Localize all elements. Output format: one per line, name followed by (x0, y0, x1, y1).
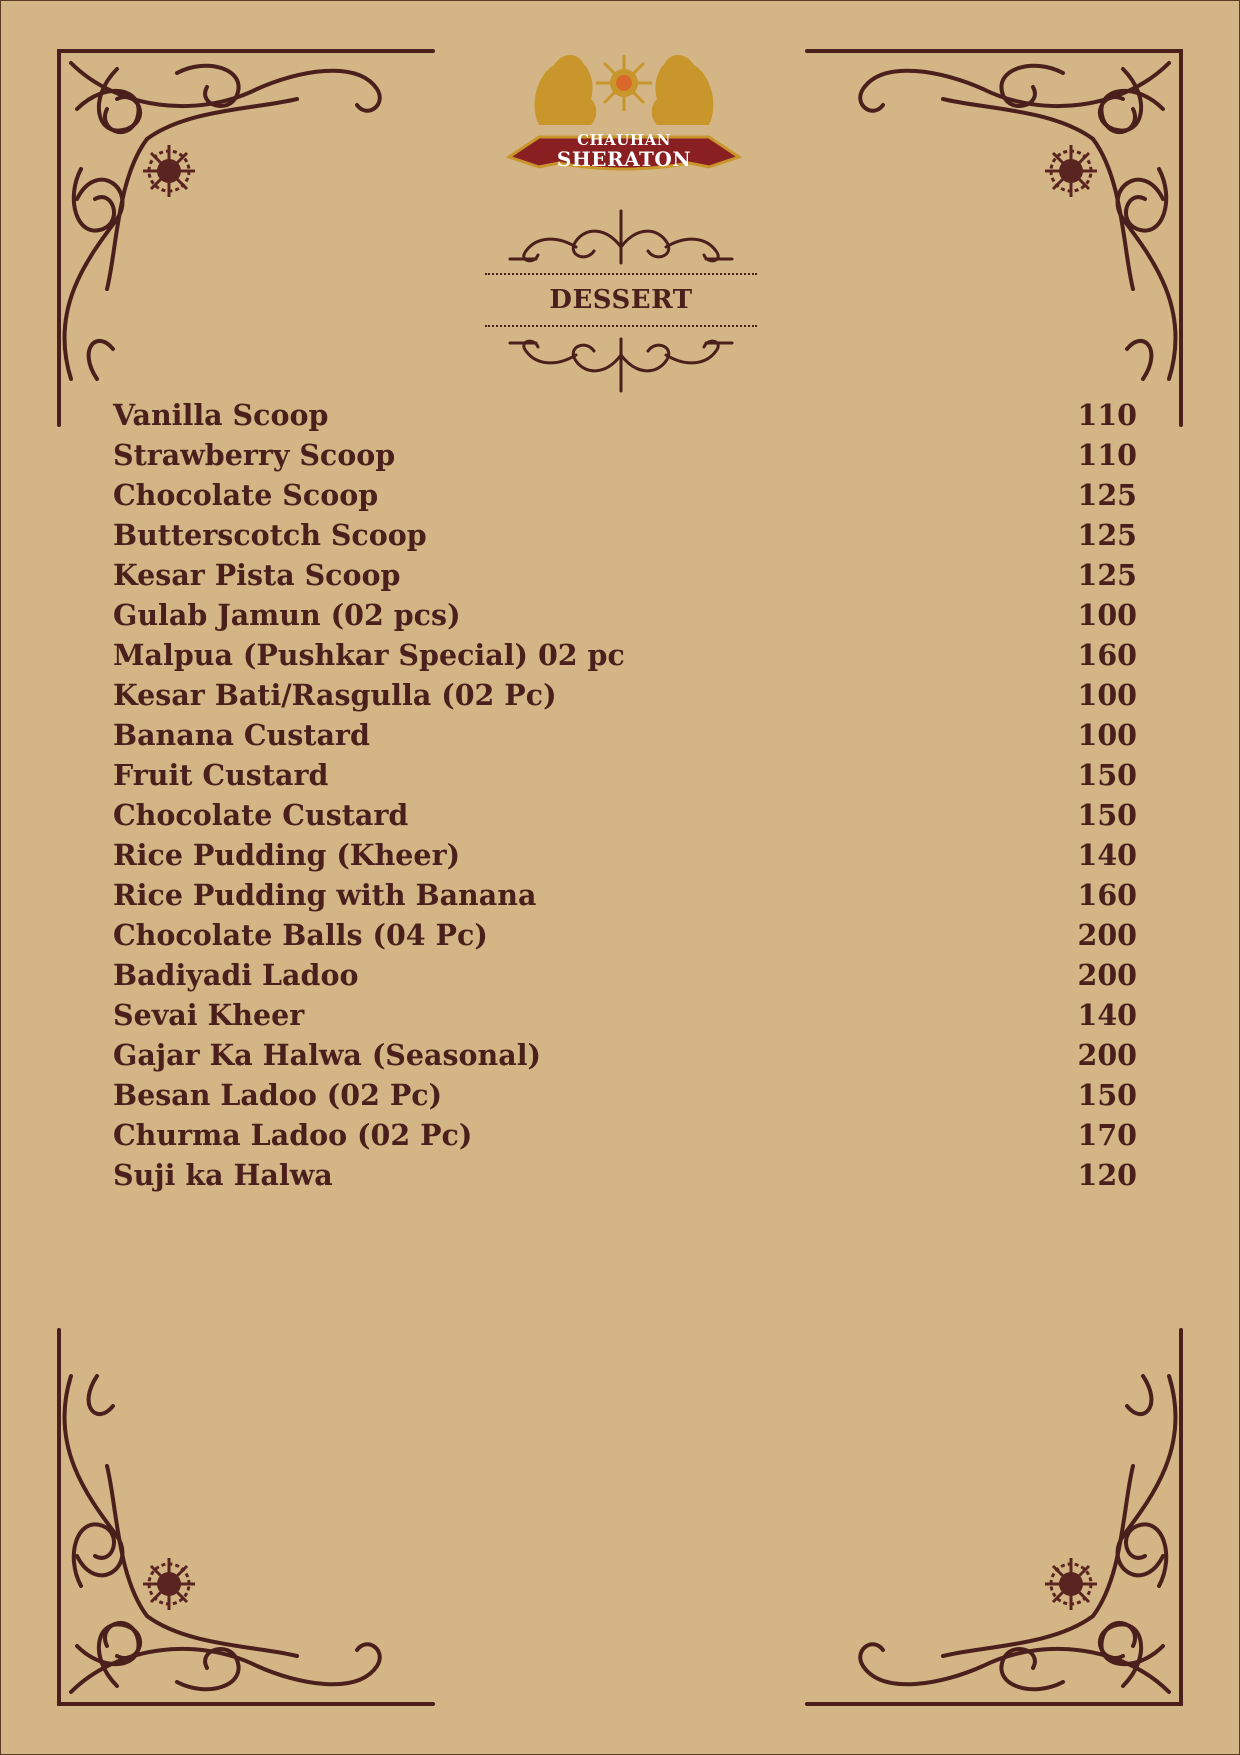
item-price: 100 (1077, 678, 1137, 712)
section-title: DESSERT (549, 285, 693, 315)
menu-item (113, 475, 1137, 515)
menu-item (113, 555, 1137, 595)
menu-item (113, 1155, 1137, 1195)
brand-name-line2: SHERATON (556, 147, 692, 171)
item-name: Gulab Jamun (02 pcs) (113, 598, 461, 632)
item-name: Strawberry Scoop (113, 438, 396, 472)
item-name: Besan Ladoo (02 Pc) (113, 1078, 443, 1112)
item-price: 200 (1077, 918, 1137, 952)
item-name: Butterscotch Scoop (113, 518, 427, 552)
item-price: 100 (1077, 598, 1137, 632)
item-name: Sevai Kheer (113, 998, 305, 1032)
corner-ornament-icon (57, 1326, 437, 1706)
item-name: Malpua (Pushkar Special) 02 pc (113, 638, 625, 672)
item-price: 200 (1077, 1038, 1137, 1072)
item-price: 110 (1077, 398, 1137, 432)
item-price: 110 (1077, 438, 1137, 472)
item-price: 160 (1077, 638, 1137, 672)
menu-item (113, 1035, 1137, 1075)
corner-ornament-icon (57, 49, 437, 429)
item-name: Vanilla Scoop (113, 398, 329, 432)
item-name: Suji ka Halwa (113, 1158, 333, 1192)
menu-item (113, 1115, 1137, 1155)
item-price: 170 (1077, 1118, 1137, 1152)
menu-item (113, 835, 1137, 875)
item-price: 120 (1077, 1158, 1137, 1192)
brand-logo (499, 45, 749, 185)
item-price: 125 (1077, 518, 1137, 552)
item-name: Rice Pudding with Banana (113, 878, 537, 912)
item-price: 125 (1077, 478, 1137, 512)
item-name: Chocolate Balls (04 Pc) (113, 918, 488, 952)
menu-item (113, 795, 1137, 835)
menu-item (113, 515, 1137, 555)
item-price: 100 (1077, 718, 1137, 752)
menu-item (113, 915, 1137, 955)
item-price: 200 (1077, 958, 1137, 992)
item-name: Badiyadi Ladoo (113, 958, 359, 992)
menu-item (113, 755, 1137, 795)
flourish-divider-icon (506, 207, 736, 267)
item-price: 140 (1077, 998, 1137, 1032)
item-price: 150 (1077, 1078, 1137, 1112)
menu-item (113, 875, 1137, 915)
item-name: Chocolate Custard (113, 798, 409, 832)
item-price: 140 (1077, 838, 1137, 872)
dotted-rule (485, 273, 757, 275)
item-name: Gajar Ka Halwa (Seasonal) (113, 1038, 542, 1072)
menu-item (113, 995, 1137, 1035)
dotted-rule (485, 325, 757, 327)
menu-item (113, 395, 1137, 435)
item-name: Kesar Pista Scoop (113, 558, 401, 592)
item-name: Rice Pudding (Kheer) (113, 838, 461, 872)
item-name: Churma Ladoo (02 Pc) (113, 1118, 473, 1152)
menu-item (113, 1075, 1137, 1115)
corner-ornament-icon (803, 49, 1183, 429)
item-price: 160 (1077, 878, 1137, 912)
item-price: 150 (1077, 758, 1137, 792)
section-heading (481, 207, 761, 397)
menu-list (113, 395, 1137, 1195)
brand-name-line1: CHAUHAN (577, 131, 671, 149)
corner-ornament-icon (803, 1326, 1183, 1706)
item-name: Chocolate Scoop (113, 478, 379, 512)
menu-item (113, 635, 1137, 675)
item-price: 125 (1077, 558, 1137, 592)
menu-item (113, 675, 1137, 715)
item-name: Kesar Bati/Rasgulla (02 Pc) (113, 678, 557, 712)
menu-item (113, 955, 1137, 995)
menu-item (113, 595, 1137, 635)
item-name: Banana Custard (113, 718, 370, 752)
menu-item (113, 715, 1137, 755)
item-name: Fruit Custard (113, 758, 329, 792)
flourish-divider-icon (506, 335, 736, 395)
item-price: 150 (1077, 798, 1137, 832)
menu-item (113, 435, 1137, 475)
